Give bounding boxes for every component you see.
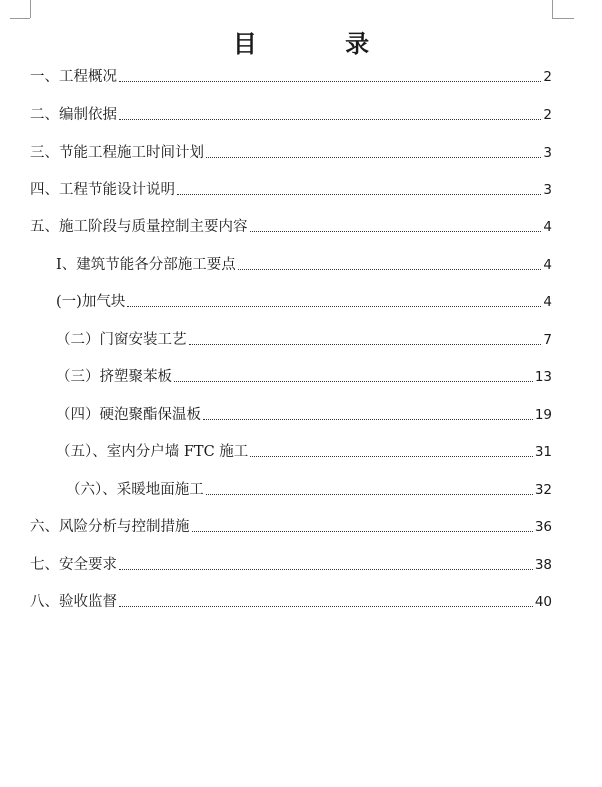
toc-leader — [189, 344, 542, 345]
toc-entry[interactable] — [30, 589, 552, 611]
toc-leader — [119, 81, 541, 82]
toc-entry-text: 三、节能工程施工时间计划 — [30, 145, 204, 161]
toc-leader — [174, 381, 533, 382]
toc-entry[interactable] — [56, 364, 552, 386]
toc-leader — [203, 419, 533, 420]
toc-entry[interactable] — [66, 477, 552, 499]
toc-entry-text: 二、编制依据 — [30, 107, 117, 123]
toc-entry[interactable] — [30, 102, 552, 124]
toc-leader — [177, 194, 541, 195]
toc-entry[interactable] — [56, 402, 552, 424]
toc-entry-text: （五）、室内分户墙 FTC 施工 — [56, 444, 249, 460]
toc-entry-page: 31 — [534, 444, 552, 460]
toc-entry-page: 4 — [543, 294, 552, 310]
toc-entry-text: （三）挤塑聚苯板 — [56, 369, 172, 385]
toc-entry-page: 7 — [543, 332, 552, 348]
toc-entry[interactable] — [56, 289, 552, 311]
toc-entry-page: 13 — [534, 369, 552, 385]
toc-entry-text: 一、工程概况 — [30, 69, 117, 85]
toc-entry-text: 五、施工阶段与质量控制主要内容 — [30, 219, 248, 235]
toc-entry-text: （六）、采暖地面施工 — [66, 482, 204, 498]
toc-leader — [119, 569, 533, 570]
toc-entry[interactable] — [30, 64, 552, 86]
toc-entry-page: 19 — [534, 407, 552, 423]
toc-entry-page: 3 — [543, 145, 552, 161]
toc-leader — [250, 231, 542, 232]
toc-entry[interactable] — [30, 177, 552, 199]
toc-entry-text: 八、验收监督 — [30, 594, 117, 610]
toc-entry[interactable] — [30, 514, 552, 536]
toc-leader — [127, 306, 541, 307]
toc-entry-page: 36 — [534, 519, 552, 535]
toc-entry[interactable] — [56, 327, 552, 349]
toc-entry-page: 3 — [543, 182, 552, 198]
toc-entry-text: (一)加气块 — [56, 294, 126, 310]
page-corner-mark — [30, 0, 31, 18]
toc-entry-page: 4 — [543, 257, 552, 273]
toc-entry-page: 2 — [543, 107, 552, 123]
toc-entry[interactable] — [30, 552, 552, 574]
toc-leader — [119, 606, 533, 607]
toc-leader — [192, 531, 533, 532]
toc-entry-page: 40 — [534, 594, 552, 610]
toc-leader — [238, 269, 542, 270]
toc-entry-text: 六、风险分析与控制措施 — [30, 519, 190, 535]
toc-leader — [250, 456, 533, 457]
toc-entry[interactable] — [56, 252, 552, 274]
toc-entry[interactable] — [30, 214, 552, 236]
toc-entry-page: 32 — [534, 482, 552, 498]
page-corner-mark — [10, 18, 30, 19]
toc-entry-page: 2 — [543, 69, 552, 85]
page-corner-mark — [552, 0, 553, 18]
toc-title: 目 录 — [232, 29, 410, 58]
toc-leader — [119, 119, 541, 120]
toc-entry-text: 四、工程节能设计说明 — [30, 182, 175, 198]
page-corner-mark — [552, 18, 574, 19]
toc-entry-text: （四）硬泡聚酯保温板 — [56, 407, 201, 423]
toc-entry[interactable] — [30, 140, 552, 162]
toc-entry-page: 38 — [534, 557, 552, 573]
toc-entry-page: 4 — [543, 219, 552, 235]
toc-entry[interactable] — [56, 439, 552, 461]
toc-entry-text: 七、安全要求 — [30, 557, 117, 573]
toc-leader — [206, 157, 541, 158]
toc-leader — [206, 494, 533, 495]
toc-entry-text: （二）门窗安装工艺 — [56, 332, 187, 348]
toc-entry-text: I、建筑节能各分部施工要点 — [56, 257, 236, 273]
